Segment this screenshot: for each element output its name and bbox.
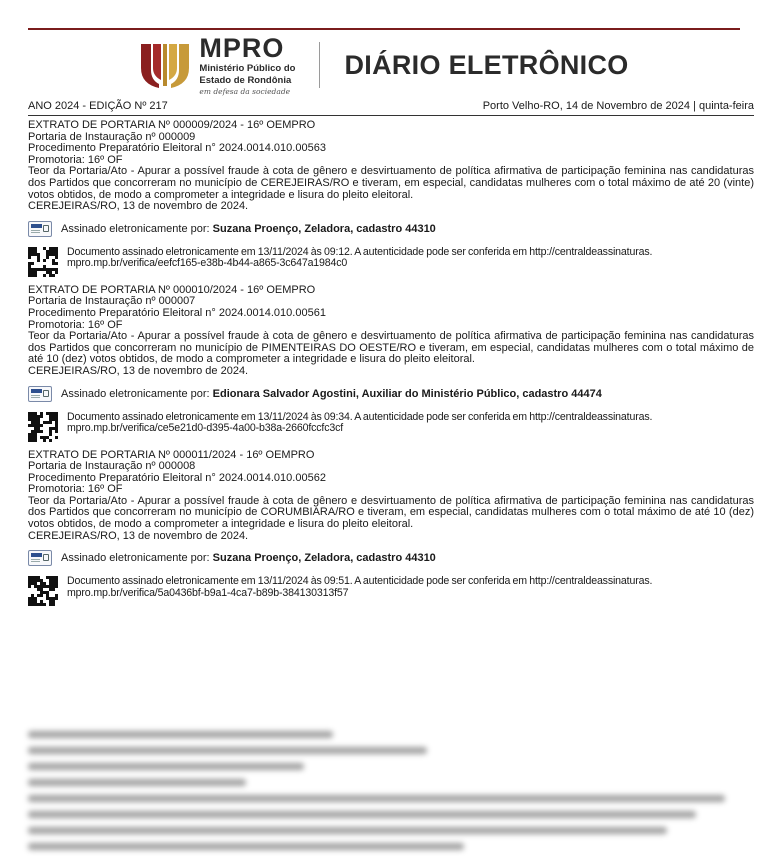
logo-acronym: MPRO [199,32,285,63]
qr-code-icon[interactable] [28,576,58,606]
signature-line [28,386,754,402]
verification-link[interactable]: mpro.mp.br/verifica/5a0436bf-b9a1-4ca7-b89b-384130313f57 [67,586,349,599]
extra-signature-icon [28,550,52,566]
masthead [0,32,768,96]
authentication-text: Documento assinado eletronicamente em 13/11/2024 às 09:51. A autenticidade pode ser conferida em http://centraldeassinaturas. [67,575,653,588]
promotoria: Promotoria: 16º OF [28,318,123,331]
journal-title: DIÁRIO ELETRÔNICO [344,49,629,80]
procedimento-number: Procedimento Preparatório Eleitoral n° 2024.0014.010.00563 [28,142,326,155]
document-authentication [28,576,754,606]
publication-content [28,120,754,614]
extract-title: EXTRATO DE PORTARIA Nº 000009/2024 - 16º OEMPRO [28,119,316,131]
signature-line [28,550,754,566]
blurred-continuation [28,722,754,856]
extra-signature-icon [28,386,52,402]
portaria-extract [28,285,754,442]
signature-prefix: Assinado eletronicamente por: [61,222,210,235]
portaria-number: Portaria de Instauração nº 000008 [28,460,196,473]
edition-bar [28,100,754,116]
document-authentication [28,247,754,277]
place-date: CEREJEIRAS/RO, 13 de novembro de 2024. [28,529,249,542]
place-date: CEREJEIRAS/RO, 13 de novembro de 2024. [28,200,249,213]
logo-line-2: Estado de Rondônia [199,74,292,86]
edition-date: Porto Velho-RO, 14 de Novembro de 2024 | quinta-feira [482,100,754,112]
portaria-extract [28,450,754,607]
logo-motto: em defesa da sociedade [199,86,291,96]
teor-text: Teor da Portaria/Ato - Apurar a possível fraude à cota de gênero e desvirtuamento de política afirmativa de participação feminina nas candidaturas dos Partidos que concorreram no município de CORUMBIARA/RO e tiveram, em especial, candidatas mulheres com o total máximo de até 10 (dez) votos obtidos, de modo a comprometer a integridade e lisura do pleito eleitoral. [28,494,754,531]
edition-number: ANO 2024 - EDIÇÃO Nº 217 [28,100,168,112]
signer-name: Edionara Salvador Agostini, Auxiliar do Ministério Público, cadastro 44474 [212,387,602,400]
document-authentication [28,412,754,442]
portaria-number: Portaria de Instauração nº 000007 [28,295,196,308]
verification-link[interactable]: mpro.mp.br/verifica/ce5e21d0-d395-4a00-b38a-2660fccfc3cf [67,421,344,434]
procedimento-number: Procedimento Preparatório Eleitoral n° 2024.0014.010.00561 [28,306,326,319]
qr-code-icon[interactable] [28,412,58,442]
signer-name: Suzana Proenço, Zeladora, cadastro 44310 [212,552,436,565]
authentication-text: Documento assinado eletronicamente em 13/11/2024 às 09:12. A autenticidade pode ser conferida em http://centraldeassinaturas. [67,245,653,258]
procedimento-number: Procedimento Preparatório Eleitoral n° 2024.0014.010.00562 [28,471,326,484]
authentication-text: Documento assinado eletronicamente em 13/11/2024 às 09:34. A autenticidade pode ser conferida em http://centraldeassinaturas. [67,410,653,423]
extract-title: EXTRATO DE PORTARIA Nº 000010/2024 - 16º OEMPRO [28,283,316,296]
extract-title: EXTRATO DE PORTARIA Nº 000011/2024 - 16º OEMPRO [28,448,315,461]
teor-text: Teor da Portaria/Ato - Apurar a possível fraude à cota de gênero e desvirtuamento de política afirmativa de participação feminina nas candidaturas dos Partidos que concorreram no município de CEREJEIRAS/RO e tiveram, em especial, candidatas mulheres com o total máximo de até 20 (vinte) votos obtidos, de modo a comprometer a integridade e lisura do pleito eleitoral. [28,165,754,201]
promotoria: Promotoria: 16º OF [28,153,123,166]
mpro-emblem-icon [139,40,191,90]
mpro-logo [139,32,296,96]
portaria-extract [28,120,754,277]
header-divider [319,42,320,88]
teor-text: Teor da Portaria/Ato - Apurar a possível fraude à cota de gênero e desvirtuamento de política afirmativa de participação feminina nas candidaturas dos Partidos que concorreram no município de PIMENTEIRAS DO OESTE/RO e tiveram, em especial, candidatas mulheres com o total máximo de até 10 (dez) votos obtidos, de modo a comprometer a integridade e lisura do pleito eleitoral. [28,330,754,366]
signer-name: Suzana Proenço, Zeladora, cadastro 44310 [212,222,436,235]
signature-prefix: Assinado eletronicamente por: [61,552,210,565]
qr-code-icon[interactable] [28,247,58,277]
place-date: CEREJEIRAS/RO, 13 de novembro de 2024. [28,364,249,377]
header-rule [28,28,740,30]
signature-prefix: Assinado eletronicamente por: [61,387,210,400]
logo-line-1: Ministério Público do [199,62,296,74]
signature-line [28,221,754,237]
portaria-number: Portaria de Instauração nº 000009 [28,130,196,143]
promotoria: Promotoria: 16º OF [28,483,123,496]
extra-signature-icon [28,221,52,237]
verification-link[interactable]: mpro.mp.br/verifica/eefcf165-e38b-4b44-a865-3c647a1984c0 [67,257,348,270]
